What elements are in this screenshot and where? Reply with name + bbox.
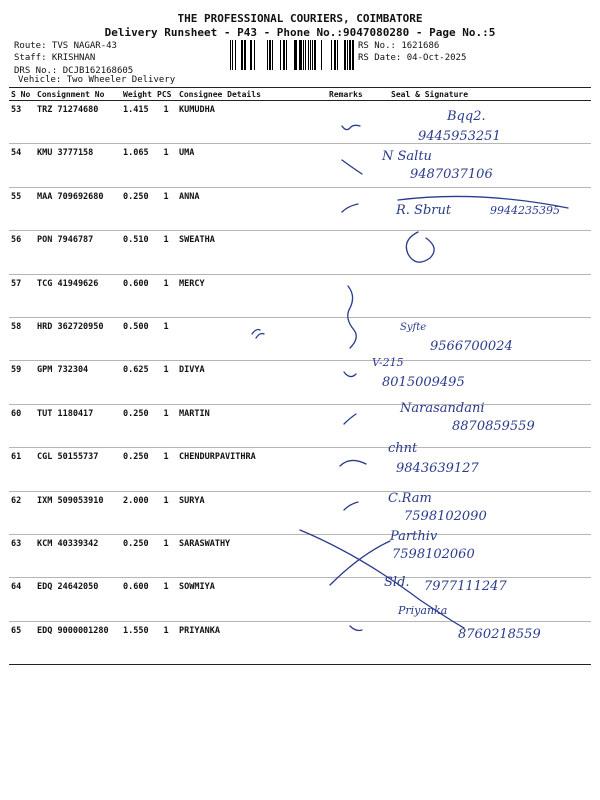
rs-date: RS Date: 04-Oct-2025 xyxy=(358,53,467,63)
row-weight: 0.250 xyxy=(121,534,155,577)
row-seal-signature xyxy=(369,404,591,447)
row-sno: 58 xyxy=(9,317,35,360)
signature-60-phone: 8870859559 xyxy=(452,419,535,434)
row-weight: 0.250 xyxy=(121,404,155,447)
row-pcs: 1 xyxy=(155,101,177,144)
route-label: Route: TVS NAGAR-43 xyxy=(14,41,117,51)
row-consignment-no: CGL 50155737 xyxy=(35,448,121,491)
table-row xyxy=(9,621,591,664)
row-consignee: MARTIN xyxy=(177,404,327,447)
row-seal-signature xyxy=(369,274,591,317)
vehicle-label: Vehicle: Two Wheeler Delivery xyxy=(18,75,176,85)
row-consignment-no: PON 7946787 xyxy=(35,231,121,274)
table-row xyxy=(9,101,591,144)
row-consignment-no: GPM 732304 xyxy=(35,361,121,404)
row-pcs: 1 xyxy=(155,534,177,577)
row-seal-signature xyxy=(369,231,591,274)
signature-63-name: Parthiv xyxy=(390,529,438,544)
signature-58-phone: 9566700024 xyxy=(430,339,513,354)
row-consignee: DIVYA xyxy=(177,361,327,404)
row-weight: 0.500 xyxy=(121,317,155,360)
row-seal-signature xyxy=(369,448,591,491)
row-seal-signature xyxy=(369,534,591,577)
row-remarks xyxy=(327,404,369,447)
row-consignment-no: EDQ 24642050 xyxy=(35,578,121,621)
rs-number: RS No.: 1621686 xyxy=(358,41,440,51)
row-sno: 54 xyxy=(9,144,35,187)
row-sno: 55 xyxy=(9,187,35,230)
row-consignment-no: KCM 40339342 xyxy=(35,534,121,577)
signature-61-mark: chnt xyxy=(388,441,418,456)
signature-54-phone: 9487037106 xyxy=(410,167,493,182)
row-pcs: 1 xyxy=(155,231,177,274)
row-seal-signature xyxy=(369,621,591,664)
row-pcs: 1 xyxy=(155,448,177,491)
row-consignee: SOWMIYA xyxy=(177,578,327,621)
col-header-remarks: Remarks xyxy=(327,88,369,101)
signature-63-phone: 7598102060 xyxy=(392,547,475,562)
row-consignee: SARASWATHY xyxy=(177,534,327,577)
signature-65-phone: 8760218559 xyxy=(458,627,541,642)
table-row xyxy=(9,361,591,404)
row-consignee: ANNA xyxy=(177,187,327,230)
row-remarks xyxy=(327,361,369,404)
runsheet-subtitle: Delivery Runsheet - P43 - Phone No.:9047080280 - Page No.:5 xyxy=(104,26,496,39)
row-pcs: 1 xyxy=(155,274,177,317)
row-sno: 64 xyxy=(9,578,35,621)
barcode-image xyxy=(230,40,354,70)
signature-59-mark: V-215 xyxy=(372,356,404,369)
col-header-seal-signature: Seal & Signature xyxy=(369,88,591,101)
table-row xyxy=(9,144,591,187)
row-consignee: MERCY xyxy=(177,274,327,317)
row-weight: 0.625 xyxy=(121,361,155,404)
row-consignment-no: EDQ 9000001280 xyxy=(35,621,121,664)
signature-61-phone: 9843639127 xyxy=(396,461,479,476)
row-consignee: CHENDURPAVITHRA xyxy=(177,448,327,491)
row-seal-signature xyxy=(369,361,591,404)
row-remarks xyxy=(327,144,369,187)
row-remarks xyxy=(327,274,369,317)
row-pcs: 1 xyxy=(155,404,177,447)
col-header-consignment: Consignment No xyxy=(35,88,121,101)
row-weight: 0.600 xyxy=(121,274,155,317)
row-sno: 63 xyxy=(9,534,35,577)
row-remarks xyxy=(327,534,369,577)
row-weight: 1.415 xyxy=(121,101,155,144)
row-pcs: 1 xyxy=(155,361,177,404)
row-pcs: 1 xyxy=(155,621,177,664)
table-row xyxy=(9,404,591,447)
row-consignment-no: KMU 3777158 xyxy=(35,144,121,187)
row-sno: 56 xyxy=(9,231,35,274)
table-row xyxy=(9,317,591,360)
table-row xyxy=(9,448,591,491)
signature-62-phone: 7598102090 xyxy=(404,509,487,524)
signature-60-name: Narasandani xyxy=(400,401,485,416)
signature-65-name: Priyanka xyxy=(398,604,448,617)
row-sno: 53 xyxy=(9,101,35,144)
signature-55-phone: 9944235395 xyxy=(490,204,560,217)
row-pcs: 1 xyxy=(155,144,177,187)
signature-53-phone: 9445953251 xyxy=(418,129,501,144)
row-sno: 62 xyxy=(9,491,35,534)
signature-54-mark: N Saltu xyxy=(382,149,432,164)
table-header-row xyxy=(9,88,591,101)
row-pcs: 1 xyxy=(155,491,177,534)
row-seal-signature xyxy=(369,144,591,187)
signature-62-mark: C.Ram xyxy=(388,491,432,506)
staff-label: Staff: KRISHNAN xyxy=(14,53,96,63)
col-header-consignee: Consignee Details xyxy=(177,88,327,101)
col-header-sno: S No xyxy=(9,88,35,101)
row-seal-signature xyxy=(369,578,591,621)
row-consignee: KUMUDHA xyxy=(177,101,327,144)
row-remarks xyxy=(327,448,369,491)
signature-59-phone: 8015009495 xyxy=(382,375,465,390)
table-row xyxy=(9,534,591,577)
col-header-weight: Weight xyxy=(121,88,155,101)
row-weight: 0.600 xyxy=(121,578,155,621)
row-weight: 0.250 xyxy=(121,448,155,491)
row-consignee: SWEATHA xyxy=(177,231,327,274)
row-remarks xyxy=(327,578,369,621)
row-seal-signature xyxy=(369,187,591,230)
drs-number: DRS No.: DCJB162168605 xyxy=(14,66,134,76)
row-seal-signature xyxy=(369,317,591,360)
row-remarks xyxy=(327,317,369,360)
signature-64-phone: 7977111247 xyxy=(424,579,507,594)
row-consignee: UMA xyxy=(177,144,327,187)
row-weight: 2.000 xyxy=(121,491,155,534)
row-pcs: 1 xyxy=(155,317,177,360)
row-sno: 61 xyxy=(9,448,35,491)
row-weight: 0.510 xyxy=(121,231,155,274)
row-consignee xyxy=(177,317,327,360)
row-remarks xyxy=(327,621,369,664)
row-seal-signature xyxy=(369,101,591,144)
table-row xyxy=(9,491,591,534)
table-row xyxy=(9,187,591,230)
row-remarks xyxy=(327,101,369,144)
table-row xyxy=(9,578,591,621)
row-weight: 0.250 xyxy=(121,187,155,230)
table-row xyxy=(9,274,591,317)
row-seal-signature xyxy=(369,491,591,534)
row-remarks xyxy=(327,491,369,534)
row-consignment-no: TUT 1180417 xyxy=(35,404,121,447)
row-weight: 1.065 xyxy=(121,144,155,187)
runsheet-table xyxy=(9,87,591,665)
signature-55-mark: R. Sbrut xyxy=(396,203,452,218)
row-consignment-no: TRZ 71274680 xyxy=(35,101,121,144)
row-pcs: 1 xyxy=(155,578,177,621)
row-consignee: SURYA xyxy=(177,491,327,534)
row-sno: 65 xyxy=(9,621,35,664)
row-sno: 60 xyxy=(9,404,35,447)
table-row xyxy=(9,231,591,274)
row-consignment-no: HRD 362720950 xyxy=(35,317,121,360)
row-consignee: PRIYANKA xyxy=(177,621,327,664)
col-header-pcs: PCS xyxy=(155,88,177,101)
row-remarks xyxy=(327,231,369,274)
row-consignment-no: MAA 709692680 xyxy=(35,187,121,230)
row-consignment-no: TCG 41949626 xyxy=(35,274,121,317)
company-title: THE PROFESSIONAL COURIERS, COIMBATORE xyxy=(177,12,423,25)
row-sno: 57 xyxy=(9,274,35,317)
signature-64-mark: Sld. xyxy=(384,575,410,590)
row-pcs: 1 xyxy=(155,187,177,230)
row-remarks xyxy=(327,187,369,230)
signature-58-mark: Syfte xyxy=(400,322,427,333)
row-weight: 1.550 xyxy=(121,621,155,664)
signature-53-mark: Bqq2. xyxy=(447,109,486,124)
row-consignment-no: IXM 509053910 xyxy=(35,491,121,534)
row-sno: 59 xyxy=(9,361,35,404)
